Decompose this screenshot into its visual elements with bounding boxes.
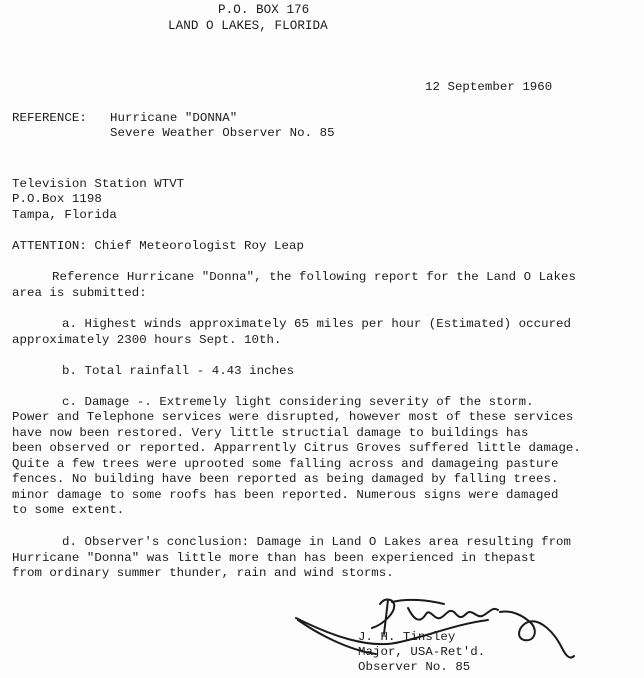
reference-label: REFERENCE: bbox=[12, 111, 87, 125]
letterhead-address-line1: P.O. BOX 176 bbox=[218, 3, 310, 17]
recipient-line2: P.O.Box 1198 bbox=[12, 192, 102, 206]
letterhead-address-line2: LAND O LAKES, FLORIDA bbox=[168, 19, 328, 33]
item-c-line6: fences. No building have been reported as being damaged by falling trees. bbox=[12, 472, 559, 486]
intro-line2: area is submitted: bbox=[12, 286, 147, 300]
reference-line2: Severe Weather Observer No. 85 bbox=[110, 126, 335, 140]
item-d-line1: d. Observer's conclusion: Damage in Land O Lakes area resulting from bbox=[62, 535, 572, 549]
recipient-line1: Television Station WTVT bbox=[12, 177, 185, 191]
item-c-line8: to some extent. bbox=[12, 503, 125, 517]
item-d-line3: from ordinary summer thunder, rain and wind storms. bbox=[12, 566, 394, 580]
signature-name: J. H. Tinsley bbox=[358, 630, 456, 644]
signature-title: Major, USA-Ret'd. bbox=[358, 645, 486, 659]
item-c-line5: Quite a few trees were uprooted some falling across and damageing pasture bbox=[12, 457, 559, 471]
intro-line1: Reference Hurricane "Donna", the following report for the Land O Lakes bbox=[52, 270, 576, 284]
item-c-line2: Power and Telephone services were disrupted, however most of these services bbox=[12, 410, 574, 424]
item-a-line2: approximately 2300 hours Sept. 10th. bbox=[12, 333, 282, 347]
reference-line1: Hurricane "DONNA" bbox=[110, 111, 238, 125]
item-c-line1: c. Damage -. Extremely light considering severity of the storm. bbox=[62, 395, 534, 409]
signature-observer: Observer No. 85 bbox=[358, 660, 471, 674]
item-b-line: b. Total rainfall - 4.43 inches bbox=[62, 364, 295, 378]
item-a-line1: a. Highest winds approximately 65 miles per hour (Estimated) occured bbox=[62, 317, 572, 331]
item-d-line2: Hurricane "Donna" was little more than has been experienced in thepast bbox=[12, 551, 536, 565]
item-c-line3: have now been restored. Very little structial damage to buildings has bbox=[12, 426, 529, 440]
attention-line: ATTENTION: Chief Meteorologist Roy Leap bbox=[12, 239, 304, 253]
recipient-line3: Tampa, Florida bbox=[12, 208, 117, 222]
item-c-line7: minor damage to some roofs has been reported. Numerous signs were damaged bbox=[12, 488, 559, 502]
item-c-line4: been observed or reported. Apparrently Citrus Groves suffered little damage. bbox=[12, 441, 581, 455]
letter-date: 12 September 1960 bbox=[425, 80, 553, 94]
